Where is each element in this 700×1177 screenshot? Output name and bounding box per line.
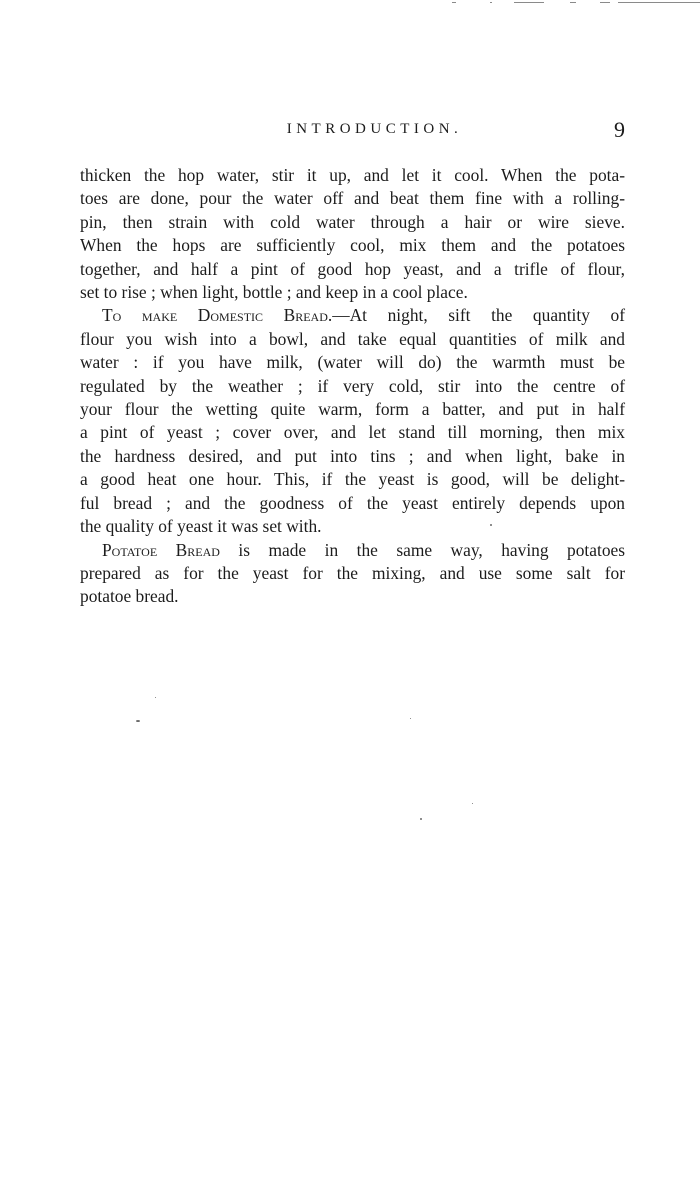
section-title: Potatoe Bread [102,539,220,560]
text-line: the quality of yeast it was set with. [80,516,322,537]
edge-mark [618,2,700,3]
body-text [80,164,625,609]
paper-speck [136,720,140,722]
text-line: your flour the wetting quite warm, form a batter, and put in half [80,399,625,420]
paper-speck [155,697,156,698]
page-number: 9 [614,117,625,142]
edge-mark [600,2,610,3]
text-line: a pint of yeast ; cover over, and let stand till morning, then mix [80,422,625,443]
section-title: To make Domestic Bread. [102,305,333,326]
text-line: a good heat one hour. This, if the yeast is good, will be delight- [80,469,625,490]
text-line: flour you wish into a bowl, and take equal quantities of milk and [80,328,625,349]
paragraph-domestic-bread [80,304,625,538]
text-line: prepared as for the yeast for the mixing, and use some salt for [80,562,625,583]
text-run: is made in the same way, having potatoes [219,539,625,560]
edge-mark [490,2,492,3]
text-line [80,539,625,562]
page-edge-marks [450,0,700,8]
paper-speck [420,818,422,820]
text-line: water : if you have milk, (water will do) the warmth must be [80,352,625,373]
text-run: —At night, sift the quantity of [332,305,625,326]
text-line [80,304,625,327]
text-line: thicken the hop water, stir it up, and let it cool. When the pota- [80,165,625,185]
text-line: potatoe bread. [80,586,179,607]
edge-mark [570,2,576,3]
text-line: When the hops are sufficiently cool, mix them and the potatoes [80,235,625,256]
edge-mark [452,2,456,3]
text-line: ful bread ; and the goodness of the yeast entirely depends upon [80,492,625,513]
text-line: pin, then strain with cold water through a hair or wire sieve. [80,211,625,232]
running-head: INTRODUCTION. [286,121,463,137]
text-line: toes are done, pour the water off and beat them fine with a rolling- [80,188,625,209]
edge-mark [514,2,544,3]
text-line: the hardness desired, and put into tins ; and when light, bake in [80,445,625,466]
paper-speck [490,524,492,526]
paper-speck [410,718,411,719]
text-line: set to rise ; when light, bottle ; and keep in a cool place. [80,282,468,303]
paragraph-potatoe-bread [80,539,625,609]
page-header [80,117,625,145]
text-line: together, and half a pint of good hop yeast, and a trifle of flour, [80,258,625,279]
paragraph-hop-yeast [80,164,625,304]
paper-speck [472,803,473,804]
text-line: regulated by the weather ; if very cold, stir into the centre of [80,375,625,396]
